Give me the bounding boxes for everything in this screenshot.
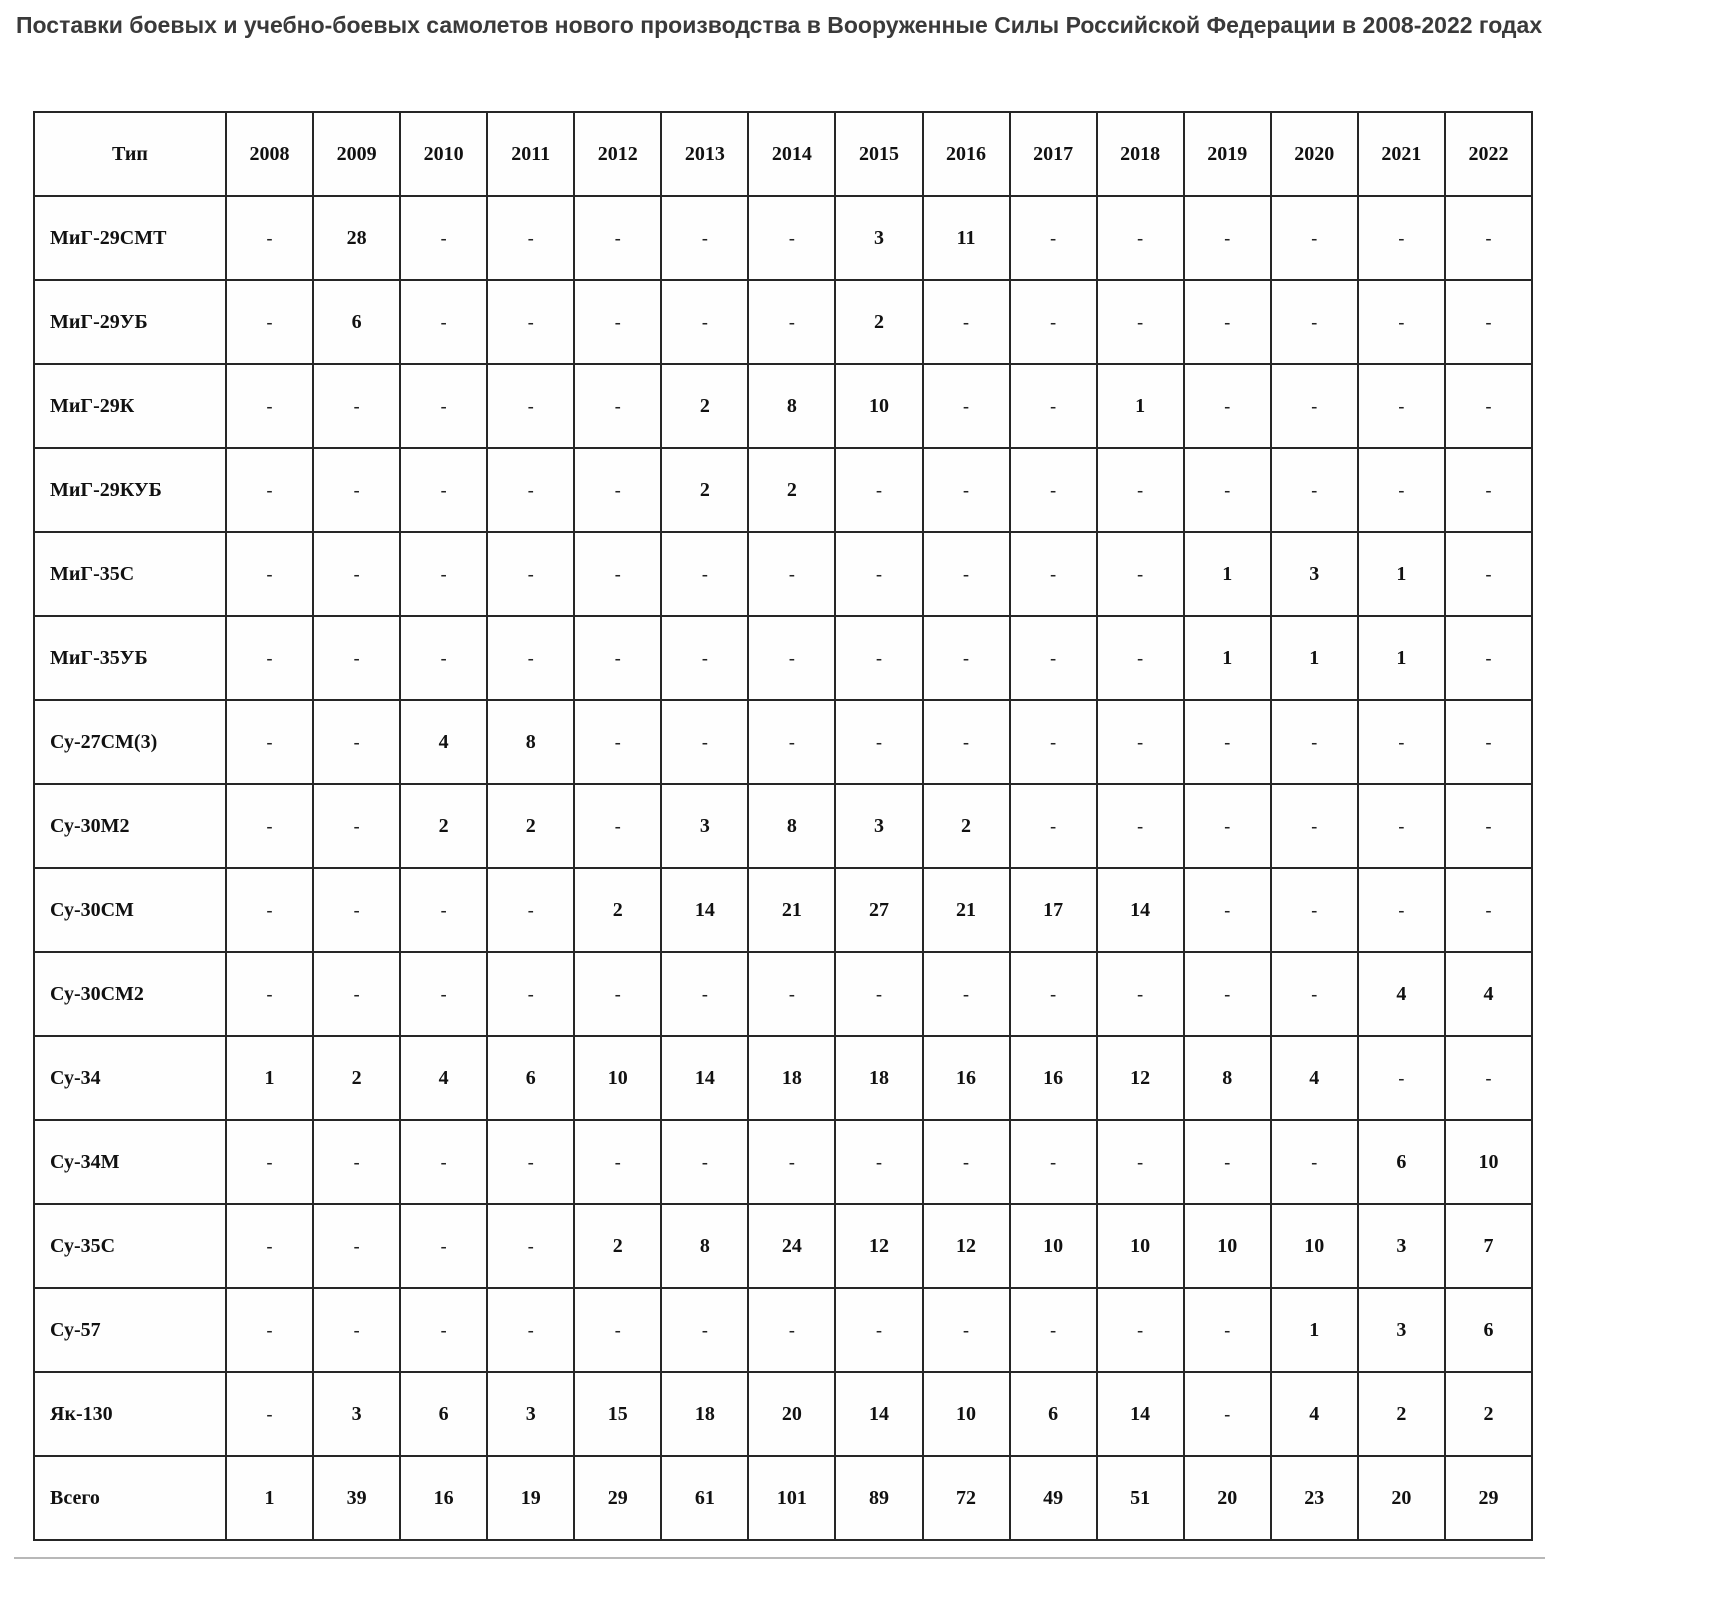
year-column-header: 2008 (226, 112, 313, 196)
cell-empty: - (1445, 868, 1532, 952)
cell-value: 39 (313, 1456, 400, 1540)
cell-value: 6 (487, 1036, 574, 1120)
cell-value: 20 (748, 1372, 835, 1456)
cell-empty: - (1010, 532, 1097, 616)
row-label: Су-30СМ (34, 868, 226, 952)
cell-empty: - (1445, 196, 1532, 280)
cell-value: 8 (1184, 1036, 1271, 1120)
cell-empty: - (1271, 868, 1358, 952)
cell-empty: - (748, 616, 835, 700)
cell-empty: - (313, 700, 400, 784)
cell-empty: - (574, 1120, 661, 1204)
cell-value: 10 (574, 1036, 661, 1120)
cell-value: 15 (574, 1372, 661, 1456)
cell-empty: - (1097, 700, 1184, 784)
cell-value: 8 (748, 364, 835, 448)
cell-empty: - (487, 448, 574, 532)
row-label: Су-34М (34, 1120, 226, 1204)
cell-empty: - (226, 364, 313, 448)
header-row (34, 112, 1532, 196)
cell-empty: - (1271, 448, 1358, 532)
cell-empty: - (574, 784, 661, 868)
cell-value: 2 (835, 280, 922, 364)
cell-value: 1 (1184, 616, 1271, 700)
cell-empty: - (1358, 700, 1445, 784)
cell-value: 1 (1358, 616, 1445, 700)
cell-empty: - (1097, 1288, 1184, 1372)
cell-value: 27 (835, 868, 922, 952)
table-row (34, 280, 1532, 364)
cell-empty: - (313, 1204, 400, 1288)
cell-empty: - (313, 868, 400, 952)
cell-empty: - (400, 1204, 487, 1288)
cell-empty: - (1097, 448, 1184, 532)
cell-empty: - (1271, 364, 1358, 448)
cell-empty: - (1010, 364, 1097, 448)
row-label: МиГ-35С (34, 532, 226, 616)
cell-empty: - (661, 1288, 748, 1372)
cell-empty: - (400, 616, 487, 700)
cell-value: 10 (1445, 1120, 1532, 1204)
cell-empty: - (748, 196, 835, 280)
cell-value: 7 (1445, 1204, 1532, 1288)
cell-empty: - (400, 1120, 487, 1204)
cell-value: 21 (748, 868, 835, 952)
cell-value: 4 (400, 700, 487, 784)
cell-empty: - (1184, 1120, 1271, 1204)
cell-value: 17 (1010, 868, 1097, 952)
year-column-header: 2009 (313, 112, 400, 196)
cell-value: 1 (1271, 1288, 1358, 1372)
cell-value: 1 (1097, 364, 1184, 448)
cell-value: 3 (1271, 532, 1358, 616)
page-title: Поставки боевых и учебно-боевых самолетов нового производства в Вооруженные Силы Российской Федерации в 2008-2022 годах (16, 12, 1543, 38)
cell-empty: - (1010, 196, 1097, 280)
cell-value: 101 (748, 1456, 835, 1540)
cell-empty: - (1271, 700, 1358, 784)
cell-value: 12 (1097, 1036, 1184, 1120)
cell-empty: - (1184, 868, 1271, 952)
row-label: МиГ-29КУБ (34, 448, 226, 532)
cell-value: 29 (574, 1456, 661, 1540)
cell-empty: - (400, 448, 487, 532)
row-label: Су-35С (34, 1204, 226, 1288)
cell-empty: - (1184, 364, 1271, 448)
cell-empty: - (1445, 616, 1532, 700)
cell-value: 2 (923, 784, 1010, 868)
row-label: МиГ-35УБ (34, 616, 226, 700)
cell-empty: - (1271, 784, 1358, 868)
cell-empty: - (1445, 364, 1532, 448)
cell-empty: - (226, 280, 313, 364)
cell-value: 14 (1097, 1372, 1184, 1456)
aircraft-deliveries-table (33, 111, 1533, 1541)
cell-value: 2 (661, 364, 748, 448)
cell-empty: - (661, 616, 748, 700)
cell-value: 16 (1010, 1036, 1097, 1120)
cell-value: 10 (1184, 1204, 1271, 1288)
cell-empty: - (923, 280, 1010, 364)
cell-empty: - (1184, 280, 1271, 364)
table-row (34, 616, 1532, 700)
cell-value: 8 (748, 784, 835, 868)
cell-value: 4 (1445, 952, 1532, 1036)
table-row (34, 448, 1532, 532)
cell-value: 1 (226, 1456, 313, 1540)
cell-empty: - (226, 448, 313, 532)
cell-empty: - (1271, 196, 1358, 280)
cell-empty: - (226, 952, 313, 1036)
cell-empty: - (1445, 532, 1532, 616)
cell-value: 49 (1010, 1456, 1097, 1540)
cell-empty: - (487, 1204, 574, 1288)
cell-value: 3 (1358, 1204, 1445, 1288)
cell-empty: - (1010, 784, 1097, 868)
year-column-header: 2013 (661, 112, 748, 196)
cell-empty: - (1010, 1288, 1097, 1372)
cell-value: 2 (574, 1204, 661, 1288)
cell-value: 89 (835, 1456, 922, 1540)
table-row (34, 1204, 1532, 1288)
cell-empty: - (1184, 1288, 1271, 1372)
cell-empty: - (835, 448, 922, 532)
cell-value: 10 (923, 1372, 1010, 1456)
table-row (34, 364, 1532, 448)
cell-empty: - (226, 1288, 313, 1372)
cell-value: 20 (1184, 1456, 1271, 1540)
cell-value: 16 (923, 1036, 1010, 1120)
cell-empty: - (1184, 784, 1271, 868)
cell-value: 3 (835, 196, 922, 280)
cell-empty: - (661, 280, 748, 364)
cell-empty: - (1097, 196, 1184, 280)
year-column-header: 2020 (1271, 112, 1358, 196)
cell-value: 6 (400, 1372, 487, 1456)
cell-empty: - (661, 196, 748, 280)
cell-empty: - (1010, 280, 1097, 364)
cell-value: 72 (923, 1456, 1010, 1540)
cell-value: 2 (1358, 1372, 1445, 1456)
cell-empty: - (226, 1372, 313, 1456)
cell-empty: - (400, 196, 487, 280)
row-label: МиГ-29УБ (34, 280, 226, 364)
cell-empty: - (313, 532, 400, 616)
cell-value: 6 (313, 280, 400, 364)
cell-empty: - (1271, 1120, 1358, 1204)
cell-empty: - (1358, 280, 1445, 364)
cell-empty: - (923, 952, 1010, 1036)
cell-empty: - (1184, 952, 1271, 1036)
cell-empty: - (574, 616, 661, 700)
cell-value: 14 (835, 1372, 922, 1456)
cell-empty: - (1358, 868, 1445, 952)
cell-empty: - (1097, 952, 1184, 1036)
cell-value: 2 (574, 868, 661, 952)
cell-value: 8 (487, 700, 574, 784)
cell-empty: - (1445, 280, 1532, 364)
row-label: Су-34 (34, 1036, 226, 1120)
cell-empty: - (661, 700, 748, 784)
cell-empty: - (1271, 952, 1358, 1036)
cell-value: 3 (487, 1372, 574, 1456)
cell-empty: - (1097, 280, 1184, 364)
cell-value: 14 (1097, 868, 1184, 952)
cell-empty: - (1184, 1372, 1271, 1456)
cell-empty: - (661, 1120, 748, 1204)
cell-empty: - (1271, 280, 1358, 364)
cell-empty: - (487, 280, 574, 364)
cell-value: 1 (1271, 616, 1358, 700)
cell-empty: - (748, 700, 835, 784)
cell-empty: - (1097, 616, 1184, 700)
cell-value: 12 (835, 1204, 922, 1288)
cell-empty: - (400, 1288, 487, 1372)
cell-empty: - (835, 1288, 922, 1372)
cell-empty: - (226, 784, 313, 868)
cell-value: 19 (487, 1456, 574, 1540)
row-label: Су-30М2 (34, 784, 226, 868)
cell-value: 11 (923, 196, 1010, 280)
table-row (34, 952, 1532, 1036)
cell-value: 3 (835, 784, 922, 868)
cell-empty: - (487, 364, 574, 448)
table-row (34, 1372, 1532, 1456)
table-header (34, 112, 1532, 196)
cell-empty: - (1184, 700, 1271, 784)
row-label: Су-30СМ2 (34, 952, 226, 1036)
cell-value: 18 (661, 1372, 748, 1456)
table-row (34, 784, 1532, 868)
cell-empty: - (923, 1288, 1010, 1372)
year-column-header: 2016 (923, 112, 1010, 196)
cell-value: 10 (835, 364, 922, 448)
cell-value: 61 (661, 1456, 748, 1540)
table-row (34, 196, 1532, 280)
cell-value: 10 (1010, 1204, 1097, 1288)
cell-value: 1 (226, 1036, 313, 1120)
cell-value: 2 (400, 784, 487, 868)
cell-value: 1 (1184, 532, 1271, 616)
cell-empty: - (748, 532, 835, 616)
year-column-header: 2022 (1445, 112, 1532, 196)
cell-empty: - (835, 952, 922, 1036)
cell-empty: - (226, 196, 313, 280)
cell-empty: - (748, 1288, 835, 1372)
cell-empty: - (1445, 700, 1532, 784)
cell-empty: - (923, 532, 1010, 616)
cell-value: 23 (1271, 1456, 1358, 1540)
cell-empty: - (574, 700, 661, 784)
cell-empty: - (1184, 448, 1271, 532)
cell-empty: - (400, 280, 487, 364)
cell-value: 18 (748, 1036, 835, 1120)
cell-value: 2 (748, 448, 835, 532)
cell-value: 16 (400, 1456, 487, 1540)
cell-empty: - (313, 448, 400, 532)
cell-empty: - (1358, 784, 1445, 868)
cell-empty: - (487, 868, 574, 952)
cell-value: 2 (661, 448, 748, 532)
year-column-header: 2011 (487, 112, 574, 196)
type-column-header: Тип (34, 112, 226, 196)
table-row (34, 868, 1532, 952)
cell-value: 8 (661, 1204, 748, 1288)
cell-empty: - (400, 868, 487, 952)
cell-value: 3 (1358, 1288, 1445, 1372)
cell-value: 2 (313, 1036, 400, 1120)
cell-empty: - (226, 1120, 313, 1204)
cell-value: 1 (1358, 532, 1445, 616)
cell-empty: - (226, 1204, 313, 1288)
cell-empty: - (1358, 1036, 1445, 1120)
cell-value: 4 (1271, 1036, 1358, 1120)
cell-empty: - (1010, 616, 1097, 700)
year-column-header: 2015 (835, 112, 922, 196)
cell-empty: - (1184, 196, 1271, 280)
cell-empty: - (313, 616, 400, 700)
cell-value: 24 (748, 1204, 835, 1288)
cell-empty: - (923, 448, 1010, 532)
cell-empty: - (574, 952, 661, 1036)
cell-empty: - (923, 1120, 1010, 1204)
cell-value: 2 (1445, 1372, 1532, 1456)
cell-empty: - (1358, 364, 1445, 448)
cell-empty: - (748, 1120, 835, 1204)
cell-value: 3 (313, 1372, 400, 1456)
cell-empty: - (226, 868, 313, 952)
table-row-total (34, 1456, 1532, 1540)
table-row (34, 532, 1532, 616)
cell-empty: - (1010, 952, 1097, 1036)
cell-empty: - (835, 1120, 922, 1204)
cell-empty: - (661, 952, 748, 1036)
cell-empty: - (1358, 448, 1445, 532)
row-label: Як-130 (34, 1372, 226, 1456)
cell-empty: - (226, 700, 313, 784)
cell-empty: - (748, 952, 835, 1036)
cell-value: 4 (400, 1036, 487, 1120)
cell-empty: - (487, 616, 574, 700)
year-column-header: 2012 (574, 112, 661, 196)
row-label: Су-27СМ(3) (34, 700, 226, 784)
row-label: Су-57 (34, 1288, 226, 1372)
table-row (34, 1288, 1532, 1372)
cell-empty: - (313, 784, 400, 868)
cell-empty: - (923, 616, 1010, 700)
cell-empty: - (574, 364, 661, 448)
year-column-header: 2021 (1358, 112, 1445, 196)
cell-value: 14 (661, 868, 748, 952)
cell-empty: - (574, 532, 661, 616)
cell-value: 4 (1271, 1372, 1358, 1456)
year-column-header: 2018 (1097, 112, 1184, 196)
cell-value: 10 (1271, 1204, 1358, 1288)
cell-empty: - (313, 1288, 400, 1372)
cell-empty: - (313, 1120, 400, 1204)
cell-empty: - (313, 364, 400, 448)
cell-empty: - (487, 952, 574, 1036)
cell-value: 14 (661, 1036, 748, 1120)
cell-empty: - (574, 1288, 661, 1372)
cell-empty: - (487, 1120, 574, 1204)
cell-empty: - (923, 364, 1010, 448)
cell-empty: - (835, 616, 922, 700)
year-column-header: 2019 (1184, 112, 1271, 196)
cell-value: 3 (661, 784, 748, 868)
cell-empty: - (313, 952, 400, 1036)
row-label: МиГ-29К (34, 364, 226, 448)
cell-empty: - (835, 700, 922, 784)
cell-empty: - (835, 532, 922, 616)
table-row (34, 1120, 1532, 1204)
cell-empty: - (487, 1288, 574, 1372)
cell-empty: - (487, 196, 574, 280)
cell-empty: - (661, 532, 748, 616)
cell-empty: - (1097, 532, 1184, 616)
table-body (34, 196, 1532, 1540)
cell-value: 29 (1445, 1456, 1532, 1540)
cell-empty: - (1445, 448, 1532, 532)
year-column-header: 2017 (1010, 112, 1097, 196)
year-column-header: 2010 (400, 112, 487, 196)
bottom-divider (14, 1557, 1545, 1559)
cell-empty: - (1010, 448, 1097, 532)
cell-value: 20 (1358, 1456, 1445, 1540)
cell-empty: - (1097, 1120, 1184, 1204)
cell-value: 51 (1097, 1456, 1184, 1540)
cell-empty: - (1445, 1036, 1532, 1120)
cell-empty: - (487, 532, 574, 616)
cell-empty: - (400, 952, 487, 1036)
cell-empty: - (1010, 1120, 1097, 1204)
cell-value: 2 (487, 784, 574, 868)
cell-value: 4 (1358, 952, 1445, 1036)
row-label: МиГ-29СМТ (34, 196, 226, 280)
cell-empty: - (1445, 784, 1532, 868)
cell-empty: - (574, 196, 661, 280)
cell-empty: - (226, 616, 313, 700)
table-row (34, 1036, 1532, 1120)
year-column-header: 2014 (748, 112, 835, 196)
cell-value: 6 (1445, 1288, 1532, 1372)
cell-value: 18 (835, 1036, 922, 1120)
cell-value: 28 (313, 196, 400, 280)
cell-value: 6 (1010, 1372, 1097, 1456)
cell-empty: - (226, 532, 313, 616)
cell-empty: - (748, 280, 835, 364)
cell-value: 10 (1097, 1204, 1184, 1288)
cell-empty: - (574, 448, 661, 532)
cell-empty: - (400, 532, 487, 616)
cell-empty: - (923, 700, 1010, 784)
cell-value: 12 (923, 1204, 1010, 1288)
table-row (34, 700, 1532, 784)
cell-empty: - (1097, 784, 1184, 868)
cell-empty: - (400, 364, 487, 448)
cell-value: 6 (1358, 1120, 1445, 1204)
cell-empty: - (1010, 700, 1097, 784)
cell-empty: - (1358, 196, 1445, 280)
cell-value: 21 (923, 868, 1010, 952)
cell-empty: - (574, 280, 661, 364)
row-label: Всего (34, 1456, 226, 1540)
